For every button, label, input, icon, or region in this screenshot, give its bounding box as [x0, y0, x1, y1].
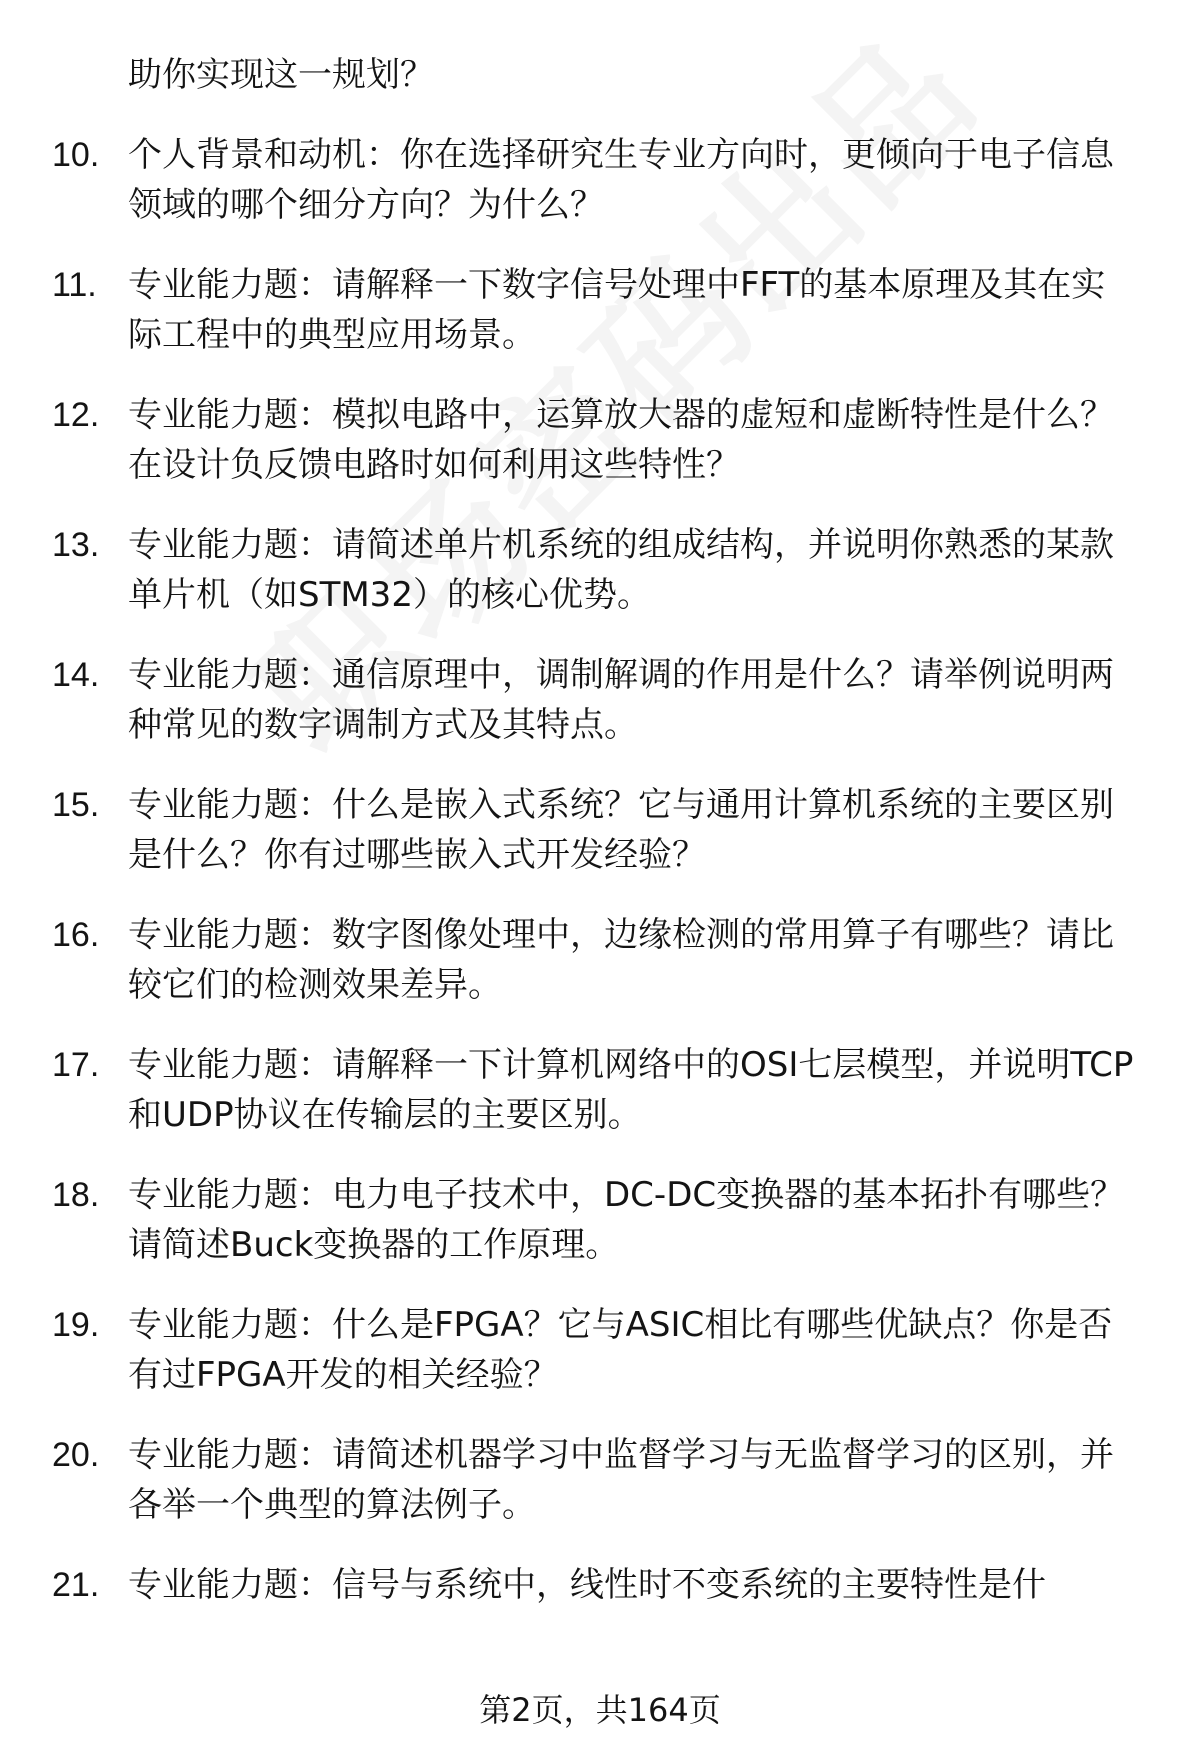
- item-number: 10.: [52, 136, 100, 174]
- item-text: 专业能力题：什么是嵌入式系统？它与通用计算机系统的主要区别是什么？你有过哪些嵌入式开发经验？: [128, 785, 1114, 875]
- item-text: 专业能力题：电力电子技术中，DC-DC变换器的基本拓扑有哪些？请简述Buck变换器的工作原理。: [128, 1175, 1125, 1265]
- item-text: 专业能力题：数字图像处理中，边缘检测的常用算子有哪些？请比较它们的检测效果差异。: [128, 915, 1114, 1005]
- item-number: 12.: [52, 396, 100, 434]
- item-number: 14.: [52, 656, 100, 694]
- item-text: 专业能力题：请简述机器学习中监督学习与无监督学习的区别，并各举一个典型的算法例子。: [128, 1435, 1114, 1525]
- item-text: 专业能力题：模拟电路中，运算放大器的虚短和虚断特性是什么？在设计负反馈电路时如何利用这些特性？: [128, 395, 1114, 485]
- list-item: [0, 130, 1200, 230]
- item-number: 17.: [52, 1046, 100, 1084]
- item-number: 18.: [52, 1176, 100, 1214]
- item-text: 专业能力题：通信原理中，调制解调的作用是什么？请举例说明两种常见的数字调制方式及其特点。: [128, 655, 1114, 745]
- list-item: [0, 650, 1200, 750]
- list-item: [0, 1430, 1200, 1530]
- page-number-footer: 第2页，共164页: [479, 1691, 721, 1729]
- list-item: [0, 780, 1200, 880]
- item-text: 专业能力题：请解释一下计算机网络中的OSI七层模型，并说明TCP和UDP协议在传输层的主要区别。: [128, 1045, 1134, 1135]
- item-text: 个人背景和动机：你在选择研究生专业方向时，更倾向于电子信息领域的哪个细分方向？为什么？: [128, 135, 1114, 225]
- item-text: 专业能力题：什么是FPGA？它与ASIC相比有哪些优缺点？你是否有过FPGA开发的相关经验？: [128, 1305, 1113, 1395]
- list-item: [0, 260, 1200, 360]
- item-text: 专业能力题：请解释一下数字信号处理中FFT的基本原理及其在实际工程中的典型应用场景。: [128, 265, 1106, 355]
- item-text: 专业能力题：请简述单片机系统的组成结构，并说明你熟悉的某款单片机（如STM32）的核心优势。: [128, 525, 1114, 615]
- item-text: 专业能力题：信号与系统中，线性时不变系统的主要特性是什: [128, 1565, 1046, 1605]
- question-list: [0, 50, 1200, 1640]
- item-number: 13.: [52, 526, 100, 564]
- item-number: 11.: [52, 266, 97, 304]
- list-item: [0, 1300, 1200, 1400]
- item-number: 15.: [52, 786, 100, 824]
- list-item: [0, 390, 1200, 490]
- continued-text: 助你实现这一规划？: [128, 55, 434, 95]
- item-number: 21.: [52, 1566, 100, 1604]
- list-item: [0, 1560, 1200, 1610]
- list-item: [0, 1040, 1200, 1140]
- list-item: [0, 1170, 1200, 1270]
- item-number: 16.: [52, 916, 100, 954]
- list-item: [0, 910, 1200, 1010]
- item-number: 19.: [52, 1306, 100, 1344]
- list-item: [0, 520, 1200, 620]
- item-number: 20.: [52, 1436, 100, 1474]
